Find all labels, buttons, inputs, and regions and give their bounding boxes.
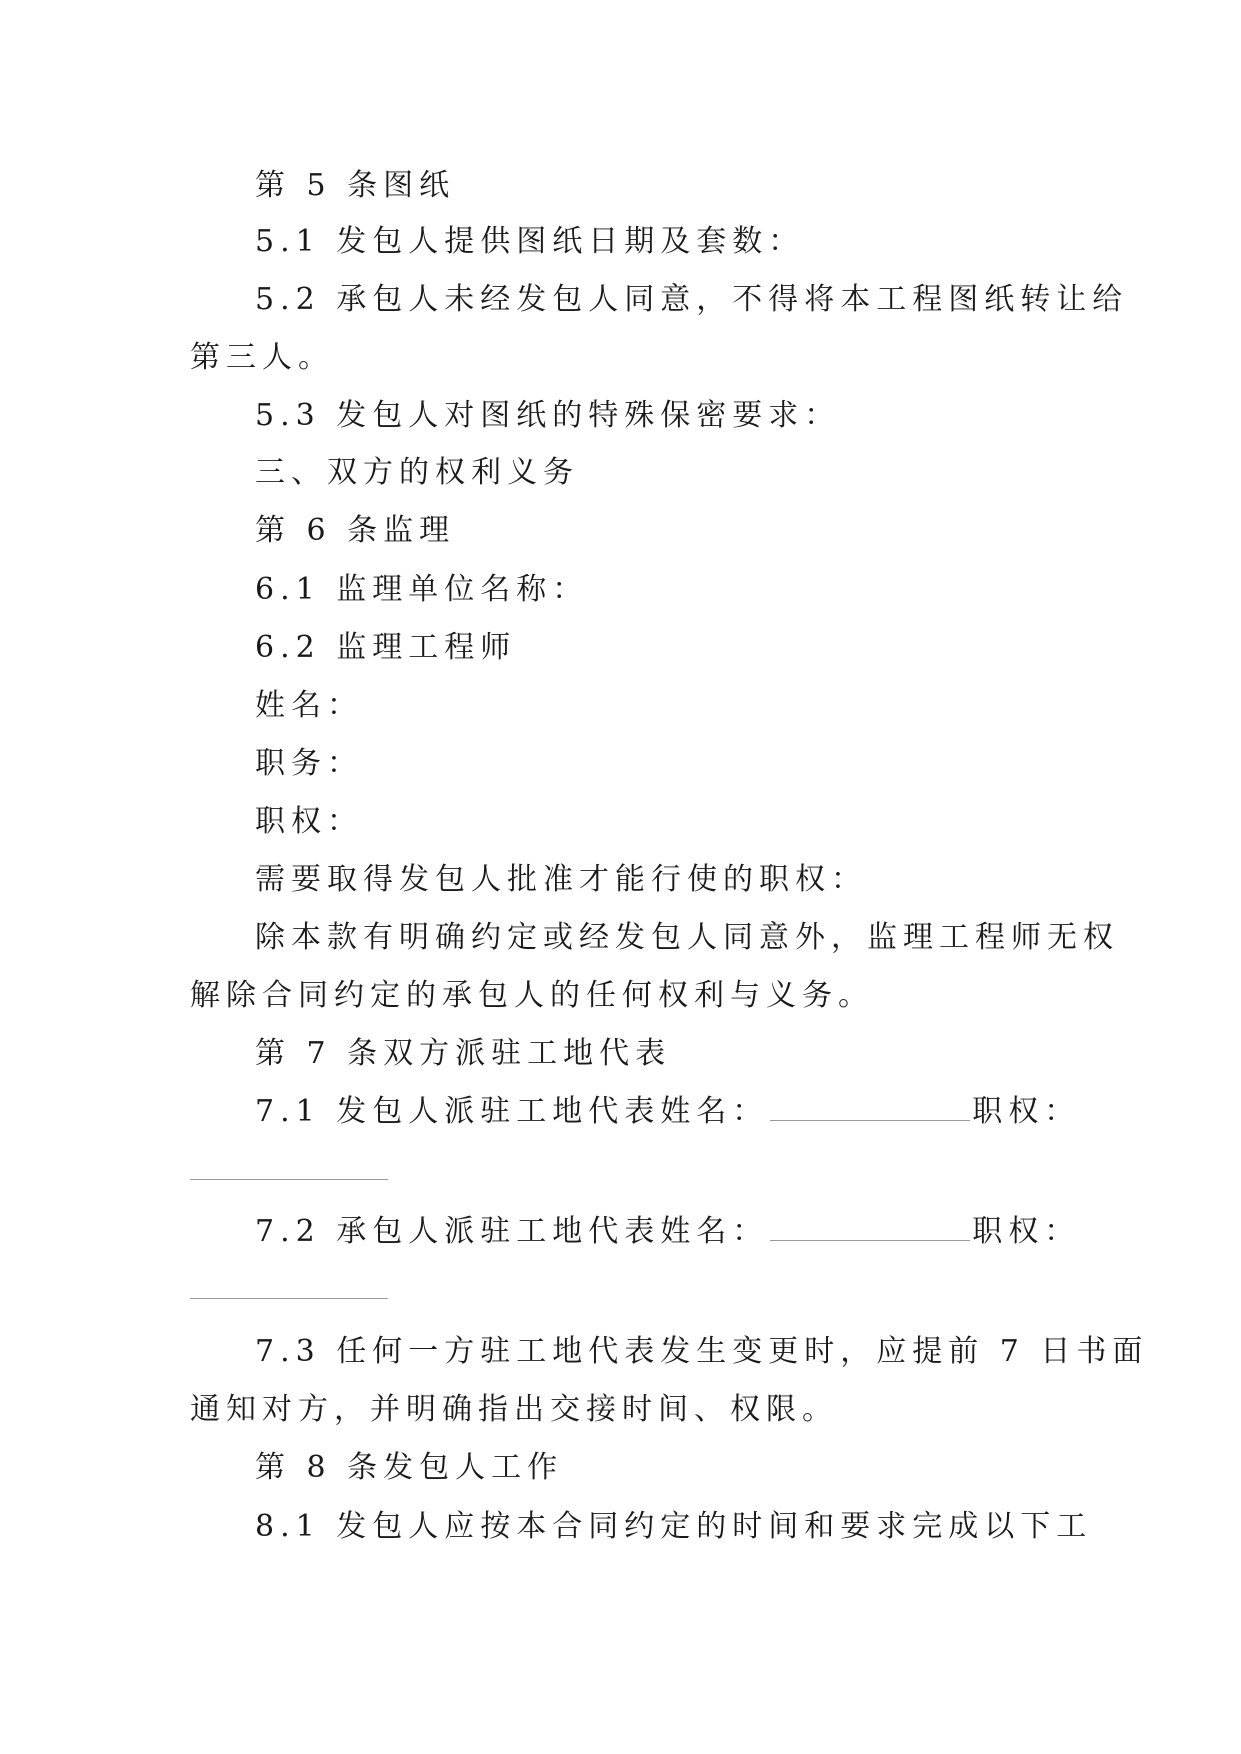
exception-clause-cont: 解除合同约定的承包人的任何权利与义务。 bbox=[190, 978, 874, 1013]
approval-authority: 需要取得发包人批准才能行使的职权： bbox=[255, 862, 867, 897]
blank-field bbox=[770, 1216, 970, 1241]
article-7-heading: 第 7 条双方派驻工地代表 bbox=[255, 1036, 672, 1071]
article-8-heading: 第 8 条发包人工作 bbox=[255, 1450, 564, 1485]
clause-6-1: 6.1 监理单位名称： bbox=[255, 572, 589, 607]
field-name: 姓名： bbox=[255, 688, 363, 723]
section-3-heading: 三、双方的权利义务 bbox=[255, 455, 579, 490]
clause-5-1: 5.1 发包人提供图纸日期及套数： bbox=[255, 224, 805, 259]
clause-7-3: 7.3 任何一方驻工地代表发生变更时，应提前 7 日书面 bbox=[255, 1334, 1149, 1369]
clause-7-1 bbox=[255, 1092, 1080, 1132]
authority-label: 职权： bbox=[972, 1214, 1081, 1249]
clause-7-2-label: 7.2 承包人派驻工地代表姓名： bbox=[255, 1214, 769, 1249]
article-5-heading: 第 5 条图纸 bbox=[255, 168, 456, 203]
clause-8-1: 8.1 发包人应按本合同约定的时间和要求完成以下工 bbox=[255, 1509, 1093, 1544]
clause-5-2: 5.2 承包人未经发包人同意，不得将本工程图纸转让给 bbox=[255, 282, 1129, 317]
field-position: 职务： bbox=[255, 746, 363, 781]
article-6-heading: 第 6 条监理 bbox=[255, 513, 456, 548]
clause-5-2-cont: 第三人。 bbox=[190, 340, 334, 375]
clause-7-2 bbox=[255, 1212, 1080, 1252]
field-authority: 职权： bbox=[255, 804, 363, 839]
blank-field bbox=[770, 1096, 970, 1121]
clause-6-2: 6.2 监理工程师 bbox=[255, 630, 517, 665]
blank-line bbox=[190, 1179, 388, 1180]
exception-clause: 除本款有明确约定或经发包人同意外，监理工程师无权 bbox=[255, 920, 1119, 955]
clause-7-3-cont: 通知对方，并明确指出交接时间、权限。 bbox=[190, 1392, 838, 1427]
blank-line bbox=[190, 1298, 388, 1299]
authority-label: 职权： bbox=[972, 1094, 1081, 1129]
clause-7-1-label: 7.1 发包人派驻工地代表姓名： bbox=[255, 1094, 769, 1129]
clause-5-3: 5.3 发包人对图纸的特殊保密要求： bbox=[255, 398, 841, 433]
